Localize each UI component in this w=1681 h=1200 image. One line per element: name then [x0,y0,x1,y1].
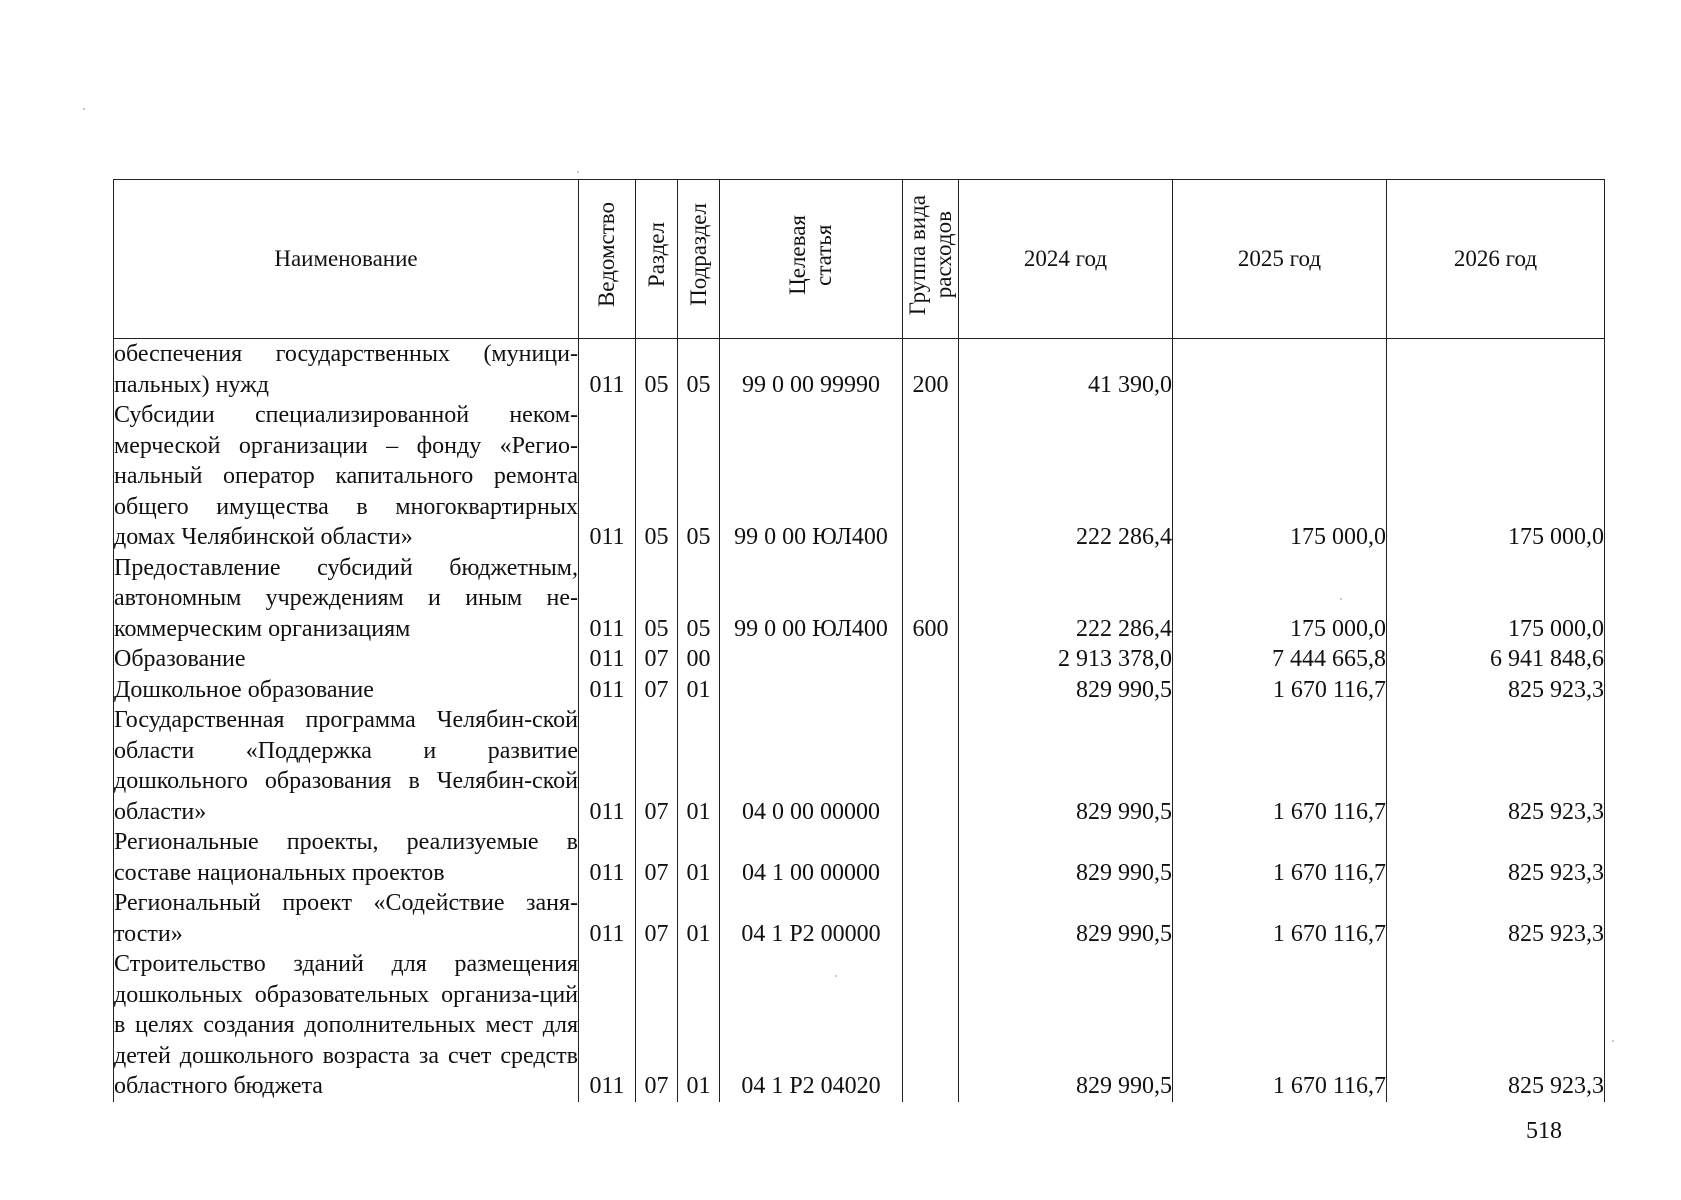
col-header-target-article-text: Целевая статья [785,214,836,295]
col-header-2024-text: 2024 год [1023,245,1108,271]
row-target-article: 04 1 00 00000 [720,827,903,888]
row-amount-2024: 829 990,5 [959,827,1173,888]
row-vedomstvo: 011 [579,827,636,888]
table-row [114,339,1605,401]
col-header-name-text: Наименование [274,245,418,271]
row-expense-group [903,705,959,827]
col-header-expense-group [903,180,959,339]
table-header-row [114,180,1605,339]
row-razdel: 05 [636,553,678,645]
col-header-2026-text: 2026 год [1453,245,1538,271]
table-row [114,553,1605,645]
row-amount-2024: 222 286,4 [959,553,1173,645]
row-amount-2024: 829 990,5 [959,949,1173,1102]
row-amount-2025: 1 670 116,7 [1173,888,1387,949]
row-amount-2026: 825 923,3 [1387,827,1605,888]
row-amount-2026: 825 923,3 [1387,949,1605,1102]
row-expense-group [903,888,959,949]
table-row [114,675,1605,706]
row-target-article: 99 0 00 ЮЛ400 [720,400,903,553]
row-amount-2025: 7 444 665,8 [1173,644,1387,675]
scan-speck [83,108,85,110]
row-podrazdel: 01 [678,827,720,888]
col-header-razdel [636,180,678,339]
col-header-2025 [1173,180,1387,339]
row-target-article: 04 1 Р2 00000 [720,888,903,949]
col-header-name [114,180,579,339]
row-amount-2025: 175 000,0 [1173,553,1387,645]
row-amount-2026: 6 941 848,6 [1387,644,1605,675]
row-razdel: 07 [636,949,678,1102]
row-name: Региональные проекты, реализуемые в составе национальных проектов [114,827,579,888]
row-podrazdel: 00 [678,644,720,675]
row-podrazdel: 05 [678,400,720,553]
col-header-razdel-text: Раздел [643,222,669,288]
table-body [114,339,1605,1102]
row-razdel: 07 [636,675,678,706]
row-amount-2025: 1 670 116,7 [1173,827,1387,888]
row-amount-2024: 2 913 378,0 [959,644,1173,675]
col-header-podrazdel-text: Подраздел [685,203,711,307]
row-vedomstvo: 011 [579,644,636,675]
row-amount-2026: 175 000,0 [1387,400,1605,553]
row-razdel: 05 [636,400,678,553]
col-header-target-article [720,180,903,339]
row-name: Субсидии специализированной неком-мерческой организации – фонду «Регио-нальный оператор капитального ремонта общего имущества в многоквартирных домах Челябинской области» [114,400,579,553]
row-vedomstvo: 011 [579,553,636,645]
row-name: Государственная программа Челябин-ской области «Поддержка и развитие дошкольного образования в Челябин-ской области» [114,705,579,827]
row-vedomstvo: 011 [579,888,636,949]
row-razdel: 07 [636,888,678,949]
row-amount-2026: 825 923,3 [1387,675,1605,706]
row-target-article [720,644,903,675]
col-header-expense-group-text: Группа вида расходов [904,194,956,315]
row-vedomstvo: 011 [579,339,636,401]
row-name: Предоставление субсидий бюджетным, автономным учреждениям и иным не-коммерческим организациям [114,553,579,645]
table-row [114,400,1605,553]
row-expense-group [903,400,959,553]
row-amount-2026: 825 923,3 [1387,705,1605,827]
row-name: Образование [114,644,579,675]
col-header-2024 [959,180,1173,339]
row-amount-2026: 825 923,3 [1387,888,1605,949]
row-amount-2024: 41 390,0 [959,339,1173,401]
table-row [114,705,1605,827]
table-row [114,949,1605,1102]
row-vedomstvo: 011 [579,705,636,827]
scan-speck [577,171,579,173]
row-expense-group [903,827,959,888]
col-header-2025-text: 2025 год [1237,245,1322,271]
row-vedomstvo: 011 [579,675,636,706]
row-amount-2024: 829 990,5 [959,705,1173,827]
row-name: Строительство зданий для размещения дошкольных образовательных организа-ций в целях создания дополнительных мест для детей дошкольного возраста за счет средств областного бюджета [114,949,579,1102]
budget-table [113,179,1605,1102]
row-amount-2024: 829 990,5 [959,675,1173,706]
col-header-2026 [1387,180,1605,339]
table-row [114,644,1605,675]
row-expense-group [903,949,959,1102]
row-name: Дошкольное образование [114,675,579,706]
page-number: 518 [1526,1118,1562,1144]
row-podrazdel: 01 [678,949,720,1102]
row-razdel: 07 [636,827,678,888]
row-expense-group [903,644,959,675]
row-razdel: 05 [636,339,678,401]
row-amount-2026: 175 000,0 [1387,553,1605,645]
row-amount-2025: 175 000,0 [1173,400,1387,553]
row-target-article: 99 0 00 ЮЛ400 [720,553,903,645]
row-name: обеспечения государственных (муници-пальных) нужд [114,339,579,401]
row-amount-2025: 1 670 116,7 [1173,705,1387,827]
col-header-podrazdel [678,180,720,339]
table-row [114,888,1605,949]
row-target-article: 04 0 00 00000 [720,705,903,827]
row-vedomstvo: 011 [579,949,636,1102]
row-amount-2024: 222 286,4 [959,400,1173,553]
row-amount-2025: 1 670 116,7 [1173,675,1387,706]
row-podrazdel: 01 [678,888,720,949]
row-amount-2025: 1 670 116,7 [1173,949,1387,1102]
row-razdel: 07 [636,644,678,675]
row-target-article: 04 1 Р2 04020 [720,949,903,1102]
row-podrazdel: 05 [678,339,720,401]
row-expense-group [903,675,959,706]
col-header-vedomstvo-text: Ведомство [594,202,619,308]
row-podrazdel: 01 [678,675,720,706]
row-vedomstvo: 011 [579,400,636,553]
row-expense-group: 200 [903,339,959,401]
row-expense-group: 600 [903,553,959,645]
col-header-vedomstvo [579,180,636,339]
table-row [114,827,1605,888]
row-target-article: 99 0 00 99990 [720,339,903,401]
row-amount-2026 [1387,339,1605,401]
row-razdel: 07 [636,705,678,827]
row-podrazdel: 01 [678,705,720,827]
row-amount-2024: 829 990,5 [959,888,1173,949]
row-amount-2025 [1173,339,1387,401]
row-podrazdel: 05 [678,553,720,645]
row-target-article [720,675,903,706]
row-name: Региональный проект «Содействие заня-тости» [114,888,579,949]
scan-speck [1612,1040,1614,1042]
